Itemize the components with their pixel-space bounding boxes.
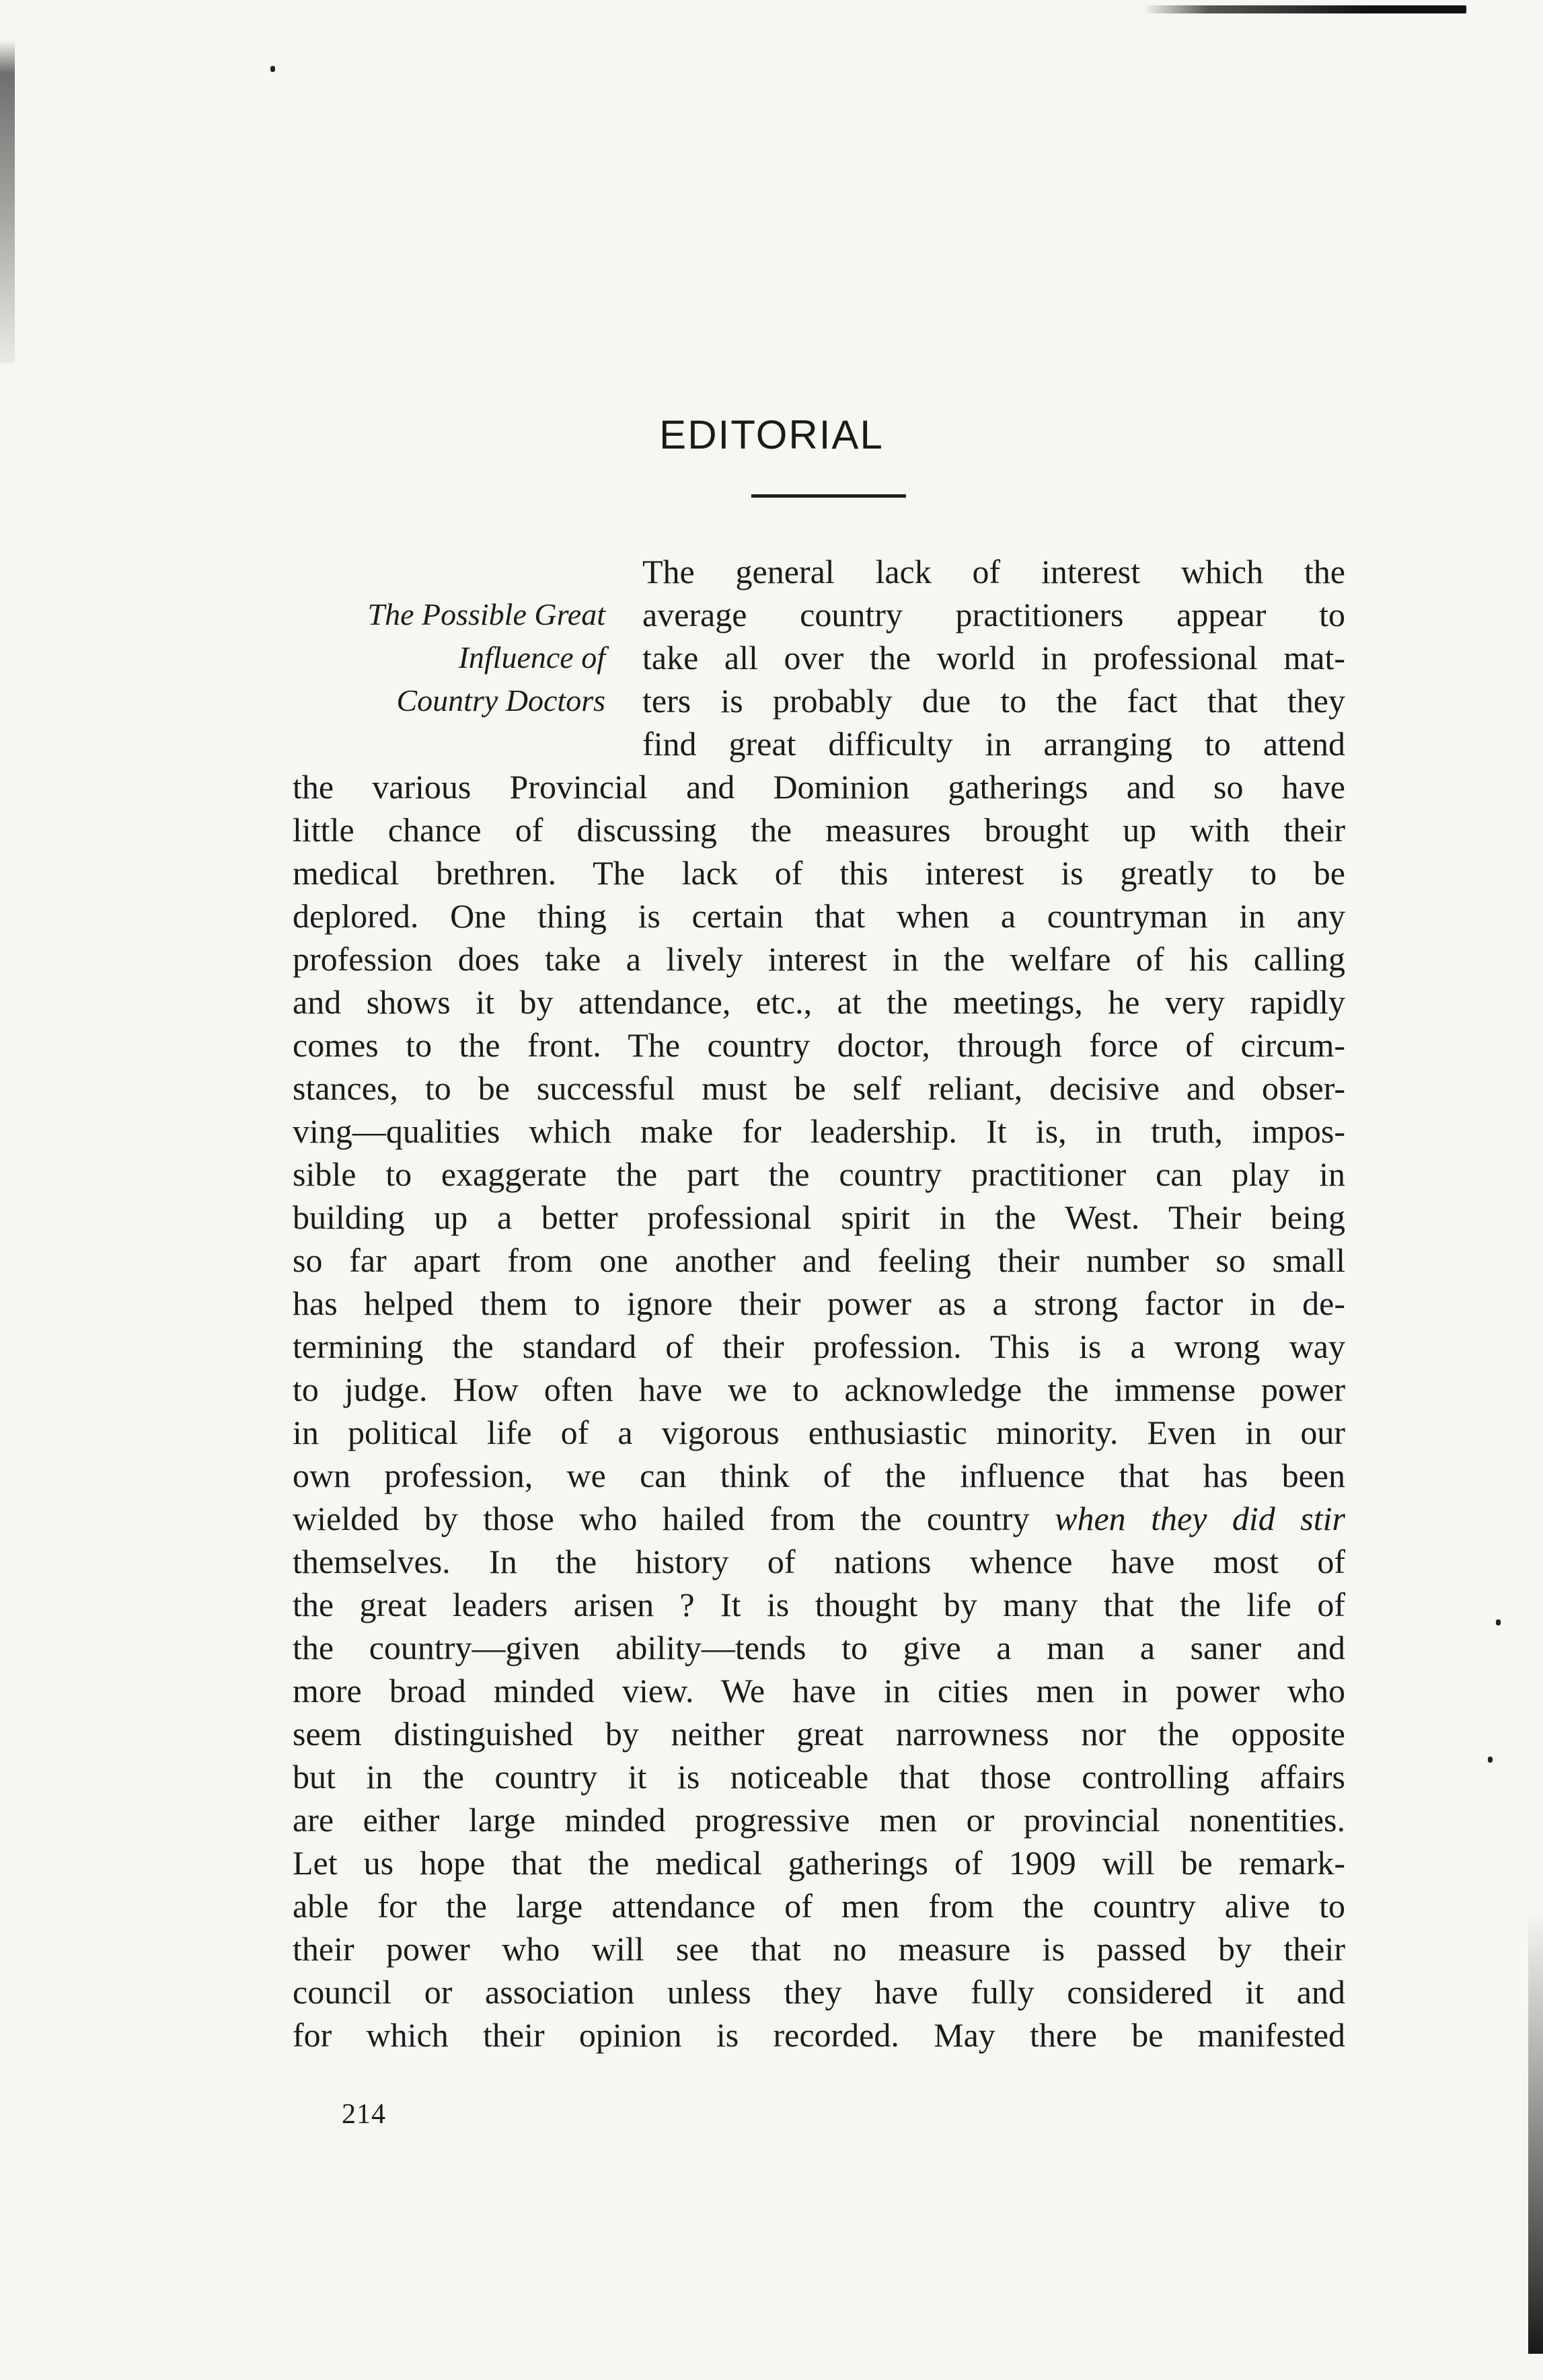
body-line: take all over the world in professional mat- bbox=[642, 639, 1345, 677]
side-note-line: Influence of bbox=[458, 640, 605, 675]
heading-rule bbox=[751, 494, 906, 498]
body-line: The general lack of interest which the bbox=[642, 553, 1345, 590]
scan-speck bbox=[270, 66, 275, 72]
body-line: council or association unless they have fully considered it and bbox=[293, 1973, 1345, 2011]
body-line: ters is probably due to the fact that they bbox=[642, 682, 1345, 720]
body-line: average country practitioners appear to bbox=[642, 596, 1345, 634]
body-line: in political life of a vigorous enthusiastic minority. Even in our bbox=[293, 1414, 1345, 1451]
body-line: own profession, we can think of the influence that has been bbox=[293, 1457, 1345, 1494]
scan-top-rule bbox=[1143, 5, 1466, 13]
body-line: their power who will see that no measure is passed by their bbox=[293, 1930, 1345, 1968]
body-line: for which their opinion is recorded. May there be manifested bbox=[293, 2016, 1345, 2054]
body-line: to judge. How often have we to acknowledge the immense power bbox=[293, 1371, 1345, 1408]
body-line: medical brethren. The lack of this interest is greatly to be bbox=[293, 854, 1345, 892]
side-note-line: Country Doctors bbox=[396, 683, 605, 718]
body-line: the various Provincial and Dominion gatherings and so have bbox=[293, 768, 1345, 806]
body-line-with-emphasis bbox=[293, 1497, 1345, 1540]
body-line: deplored. One thing is certain that when a countryman in any bbox=[293, 897, 1345, 935]
body-line: are either large minded progressive men or provincial nonentities. bbox=[293, 1801, 1345, 1839]
body-line: Let us hope that the medical gatherings of 1909 will be remark- bbox=[293, 1844, 1345, 1882]
body-line: seem distinguished by neither great narrowness nor the opposite bbox=[293, 1715, 1345, 1753]
body-line: and shows it by attendance, etc., at the meetings, he very rapidly bbox=[293, 983, 1345, 1021]
body-line: but in the country it is noticeable that those controlling affairs bbox=[293, 1758, 1345, 1796]
body-line: has helped them to ignore their power as a strong factor in de- bbox=[293, 1284, 1345, 1322]
body-line: comes to the front. The country doctor, through force of circum- bbox=[293, 1026, 1345, 1064]
body-line: ving—qualities which make for leadership. It is, in truth, impos- bbox=[293, 1112, 1345, 1150]
body-line: so far apart from one another and feeling their number so small bbox=[293, 1241, 1345, 1279]
body-line: sible to exaggerate the part the country practitioner can play in bbox=[293, 1155, 1345, 1193]
body-line: themselves. In the history of nations whence have most of bbox=[293, 1543, 1345, 1580]
scan-right-edge-shadow bbox=[1528, 1910, 1543, 2354]
body-line: stances, to be successful must be self reliant, decisive and obser- bbox=[293, 1069, 1345, 1107]
body-line: more broad minded view. We have in cities men in power who bbox=[293, 1672, 1345, 1710]
editorial-heading: EDITORIAL bbox=[659, 412, 884, 457]
body-line: profession does take a lively interest in the welfare of his calling bbox=[293, 940, 1345, 978]
body-line: find great difficulty in arranging to attend bbox=[642, 725, 1345, 763]
emphasis-text: when they did stir bbox=[1055, 1500, 1345, 1537]
body-line: building up a better professional spirit in the West. Their being bbox=[293, 1198, 1345, 1236]
body-line: the great leaders arisen ? It is thought by many that the life of bbox=[293, 1586, 1345, 1623]
body-line: the country—given ability—tends to give a man a saner and bbox=[293, 1629, 1345, 1666]
page-number: 214 bbox=[342, 2099, 386, 2130]
body-line: able for the large attendance of men from the country alive to bbox=[293, 1887, 1345, 1925]
body-line: termining the standard of their profession. This is a wrong way bbox=[293, 1328, 1345, 1365]
side-note-line: The Possible Great bbox=[367, 597, 605, 631]
scan-speck bbox=[1488, 1757, 1493, 1763]
scan-left-edge-shadow bbox=[0, 40, 15, 363]
side-note bbox=[283, 593, 605, 722]
scan-speck bbox=[1496, 1619, 1501, 1625]
body-line-start: wielded by those who hailed from the country bbox=[293, 1500, 1030, 1537]
body-line: little chance of discussing the measures brought up with their bbox=[293, 811, 1345, 849]
